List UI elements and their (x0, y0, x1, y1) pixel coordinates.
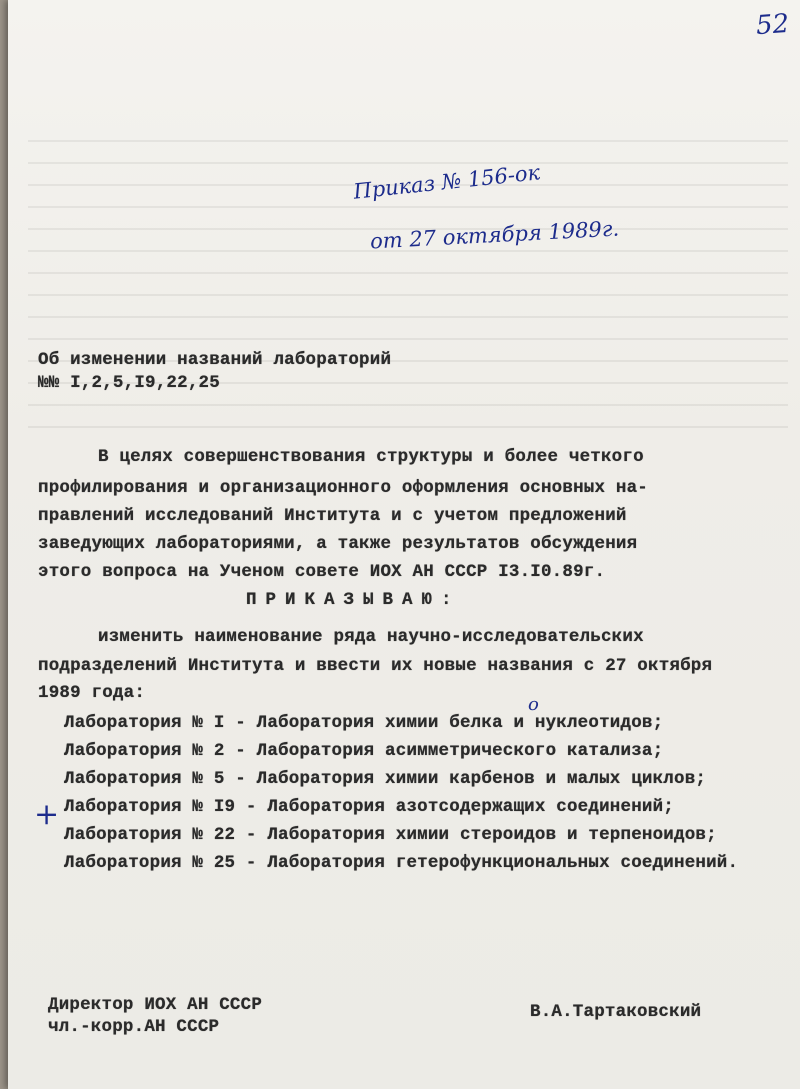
document-page (8, 0, 800, 1089)
subject-line-1: Об изменении названий лабораторий (38, 350, 392, 370)
lab-item-2: Лаборатория № 2 - Лаборатория асимметрического катализа; (64, 741, 664, 761)
preamble-line-1: В целях совершенствования структуры и более четкого (98, 447, 644, 467)
handwritten-order-number: Приказ № 156-ок (352, 160, 542, 204)
handwritten-order-date: от 27 октября 1989г. (369, 216, 620, 254)
lab-item-22: Лаборатория № 22 - Лаборатория химии стероидов и терпеноидов; (64, 825, 717, 845)
preamble-line-2: профилирования и организационного оформления основных на- (38, 478, 648, 498)
lab-item-5: Лаборатория № 5 - Лаборатория химии карбенов и малых циклов; (64, 769, 707, 789)
lab-item-1: Лаборатория № I - Лаборатория химии белка и нуклеотидов; (64, 713, 664, 733)
handwritten-page-number: 52 (754, 8, 791, 42)
preamble-line-5: этого вопроса на Ученом совете ИОХ АН СССР I3.I0.89г. (38, 562, 606, 582)
preamble-line-4: заведующих лабораториями, а также результатов обсуждения (38, 534, 638, 554)
preamble-line-3: правлений исследований Института и с учетом предложений (38, 506, 627, 526)
order-text-line-1: изменить наименование ряда научно-исследовательских (98, 627, 644, 647)
lab-item-19: Лаборатория № I9 - Лаборатория азотсодержащих соединений; (64, 797, 674, 817)
signature-title-line-1: Директор ИОХ АН СССР (48, 995, 263, 1015)
handwritten-margin-mark: + (34, 797, 60, 832)
order-text-line-2: подразделений Института и ввести их новые названия с 27 октября (38, 656, 713, 676)
subject-line-2: №№ I,2,5,I9,22,25 (38, 373, 220, 393)
order-word: ПРИКАЗЫВАЮ: (246, 590, 461, 610)
lab-item-25: Лаборатория № 25 - Лаборатория гетерофункциональных соединений. (64, 853, 739, 873)
order-text-line-3: 1989 года: (38, 683, 146, 703)
handwritten-correction: о (528, 694, 539, 715)
signature-title-line-2: чл.-корр.АН СССР (48, 1017, 220, 1037)
signatory-name: В.А.Тартаковский (530, 1002, 702, 1022)
